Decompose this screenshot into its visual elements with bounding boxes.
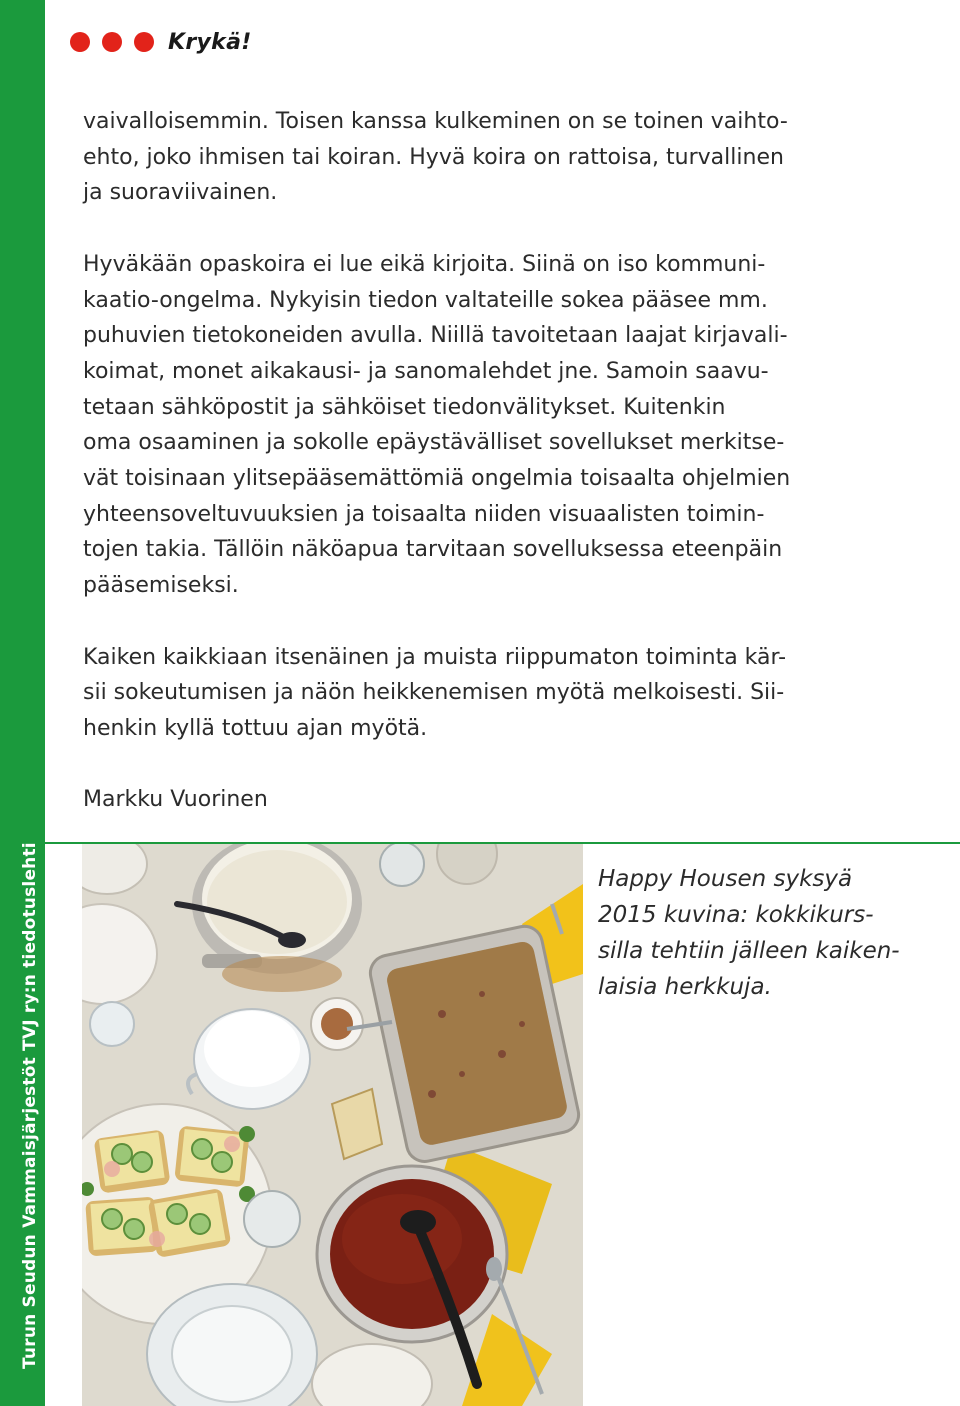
text-line: tetaan sähköpostit ja sähköiset tiedonvälitykset. Kuitenkin: [83, 394, 726, 420]
author-signature: [83, 782, 883, 818]
text-line: henkin kyllä tottuu ajan myötä.: [83, 715, 428, 741]
caption-line: silla tehtiin jälleen kaiken-: [598, 938, 900, 964]
paragraph-1: [83, 104, 883, 211]
text-line: ehto, joko ihmisen tai koiran. Hyvä koira on rattoisa, turvallinen: [83, 144, 784, 170]
text-line: vaivalloisemmin. Toisen kanssa kulkeminen on se toinen vaihto-: [83, 109, 788, 134]
text-line: oma osaaminen ja sokolle epäystävälliset sovellukset merkitse-: [83, 430, 785, 456]
green-side-band: [0, 0, 45, 1406]
red-dot-icon: [70, 32, 90, 52]
red-dot-icon: [102, 32, 122, 52]
text-line: puhuvien tietokoneiden avulla. Niillä tavoitetaan laajat kirjavali-: [83, 323, 788, 349]
magazine-logo: Krykä!: [168, 29, 252, 55]
paragraph-2: [83, 247, 883, 604]
author-name: Markku Vuorinen: [83, 787, 268, 813]
publication-name: Turun Seudun Vammaisjärjestöt TVJ ry:n tiedotuslehti: [20, 842, 40, 1369]
red-dot-icon: [134, 32, 154, 52]
page-header: [70, 28, 252, 56]
text-line: kaatio-ongelma. Nykyisin tiedon valtateille sokea pääsee mm.: [83, 287, 768, 313]
caption-line: Happy Housen syksyä: [598, 866, 853, 892]
text-line: pääsemiseksi.: [83, 573, 239, 599]
text-line: Hyväkään opaskoira ei lue eikä kirjoita. Siinä on iso kommuni-: [83, 251, 766, 277]
text-line: ja suoraviivainen.: [83, 180, 278, 206]
photo-caption: [598, 861, 938, 1005]
caption-line: laisia herkkuja.: [598, 974, 772, 1000]
text-line: tojen takia. Tällöin näköapua tarvitaan sovelluksessa eteenpäin: [83, 537, 783, 563]
paragraph-3: [83, 640, 883, 747]
caption-line: 2015 kuvina: kokkikurs-: [598, 902, 874, 928]
article-body: [83, 104, 883, 818]
cooking-course-photo: [82, 844, 583, 1406]
text-line: koimat, monet aikakausi- ja sanomalehdet jne. Samoin saavu-: [83, 358, 769, 384]
text-line: Kaiken kaikkiaan itsenäinen ja muista riippumaton toiminta kär-: [83, 644, 787, 670]
text-line: vät toisinaan ylitsepääsemättömiä ongelmia toisaalta ohjelmien: [83, 466, 791, 492]
text-line: yhteensoveltuvuuksien ja toisaalta niiden visuaalisten toimin-: [83, 501, 765, 527]
text-line: sii sokeutumisen ja näön heikkenemisen myötä melkoisesti. Sii-: [83, 680, 785, 706]
